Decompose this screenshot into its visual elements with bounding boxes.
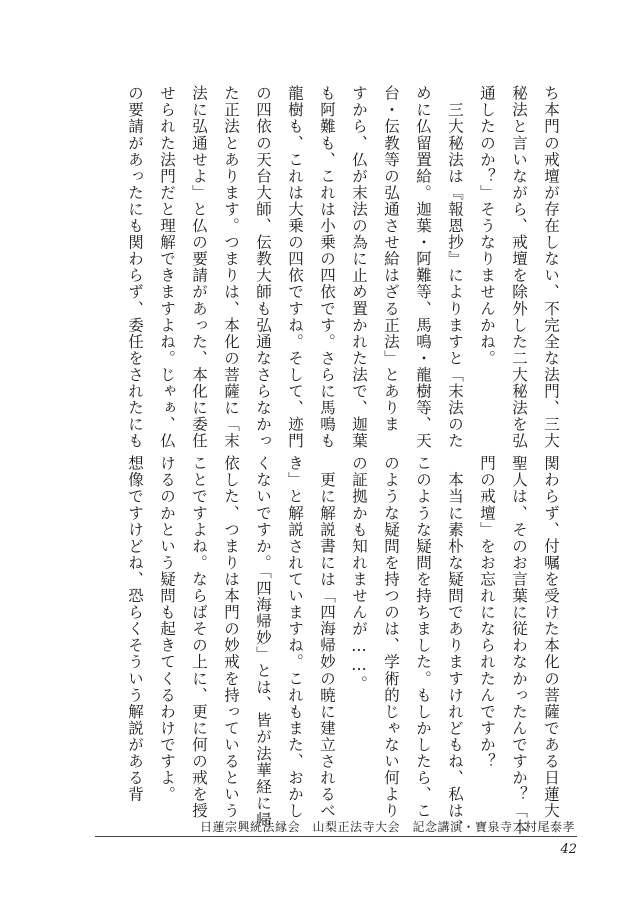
footer-rule [95, 836, 577, 837]
body-text-bottom-block: 関わらず、付嘱を受けた本化の菩薩である日蓮大 聖人は、そのお言葉に従わなかったんですか？「本 門の戒壇」をお忘れになられたんですか？ 本当に素朴な疑問でありますけれどもね、私は、 このような疑問を持ちました。もしかしたら、こ のような疑問を持つのは、学術的じゃない何より の証拠かも知れませんが……。 更に解説書には「四海帰妙の暁に建立されるべ き」と解説されていますね。これもまた、おかし くないですか。「四海帰妙」とは、皆が法華経に帰 依した、つまりは本門の妙戒を持っているという ことですよね。ならばその上に、更に何の戒を授 けるのかという疑問も起きてくるわけですよ。 想像ですけどね、恐らくそういう解説がある背 [126, 455, 560, 836]
page-number: 42 [560, 842, 577, 857]
running-footer: 日蓮宗興統法縁会 山梨正法寺大会 記念講演・寶泉寺 村尾泰孝 [199, 820, 575, 834]
body-text-top-block: ち本門の戒壇が存在しない、不完全な法門、三大 秘法と言いながら、戒壇を除外した二大秘法を弘 通したのか？」そうなりませんかね。 三大秘法は『報恩抄』によりますと「末法のた めに仏留置給。迦葉・阿難等、馬鳴・龍樹等、天 台・伝教等の弘通させ給はざる正法」とありま すから、仏が末法の為に止め置かれた法で、迦葉 も阿難も、これは小乗の四依です。さらに馬鳴も 龍樹も、これは大乗の四依ですね。そして、迹門 の四依の天台大師、伝教大師も弘通なさらなかっ た正法とあります。つまりは、本化の菩薩に「末 法に弘通せよ」と仏の要請があった、本化に委任 せられた法門だと理解できますよね。じゃぁ、仏 の要請があったにも関わらず、委任をされたにも [126, 85, 560, 450]
